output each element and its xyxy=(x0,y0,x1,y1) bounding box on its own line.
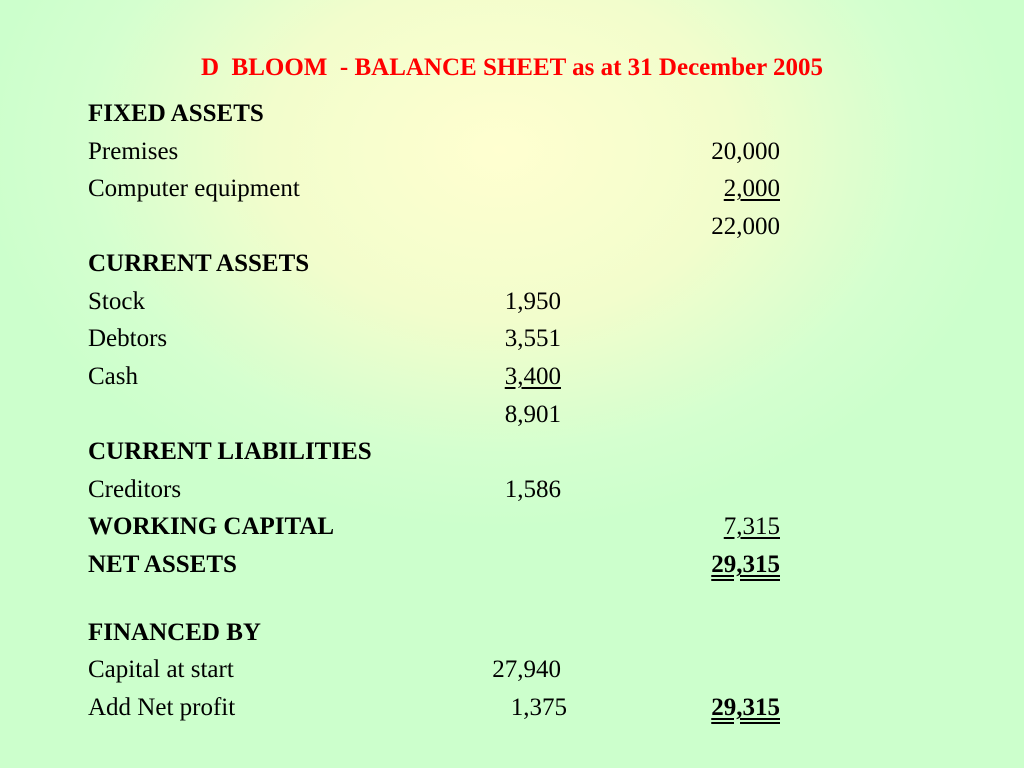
premises-row xyxy=(0,137,1024,167)
capital-at-start-label: Capital at start xyxy=(88,656,234,683)
capital-at-start-row xyxy=(0,655,1024,685)
working-capital-value: 7,315 xyxy=(723,513,780,540)
debtors-label: Debtors xyxy=(88,325,168,352)
current-liabilities-heading: CURRENT LIABILITIES xyxy=(88,438,372,465)
fixed-assets-heading-row xyxy=(0,99,1024,129)
working-capital-label: WORKING CAPITAL xyxy=(88,513,335,540)
financed-by-heading: FINANCED BY xyxy=(88,619,261,646)
current-assets-total: 8,901 xyxy=(504,401,561,428)
premises-label: Premises xyxy=(88,138,179,165)
capital-at-start-value: 27,940 xyxy=(492,656,561,683)
stock-value: 1,950 xyxy=(504,288,561,315)
computer-equipment-label: Computer equipment xyxy=(88,175,300,202)
current-assets-heading-row xyxy=(0,249,1024,279)
net-profit-label: Add Net profit xyxy=(88,694,236,721)
stock-label: Stock xyxy=(88,288,145,315)
stock-row xyxy=(0,287,1024,317)
creditors-value: 1,586 xyxy=(504,476,561,503)
cash-value: 3,400 xyxy=(504,363,561,390)
creditors-row xyxy=(0,475,1024,505)
financed-by-total: 29,315 xyxy=(711,694,780,721)
working-capital-row xyxy=(0,512,1024,542)
current-assets-total-row xyxy=(0,400,1024,430)
financed-by-heading-row xyxy=(0,618,1024,648)
premises-value: 20,000 xyxy=(711,138,780,165)
fixed-assets-heading: FIXED ASSETS xyxy=(88,100,264,127)
net-profit-row xyxy=(0,693,1024,723)
creditors-label: Creditors xyxy=(88,476,182,503)
net-assets-value: 29,315 xyxy=(711,551,780,578)
debtors-row xyxy=(0,324,1024,354)
fixed-assets-total-row xyxy=(0,212,1024,242)
net-assets-label: NET ASSETS xyxy=(88,551,237,578)
net-assets-row xyxy=(0,550,1024,580)
cash-label: Cash xyxy=(88,363,138,390)
current-liabilities-heading-row xyxy=(0,437,1024,467)
computer-equipment-row xyxy=(0,174,1024,204)
debtors-value: 3,551 xyxy=(504,325,561,352)
computer-equipment-value: 2,000 xyxy=(723,175,780,202)
fixed-assets-total: 22,000 xyxy=(711,213,780,240)
cash-row xyxy=(0,362,1024,392)
net-profit-value: 1,375 xyxy=(510,694,567,721)
slide-title: D BLOOM - BALANCE SHEET as at 31 December 2005 xyxy=(201,54,823,81)
current-assets-heading: CURRENT ASSETS xyxy=(88,250,310,277)
